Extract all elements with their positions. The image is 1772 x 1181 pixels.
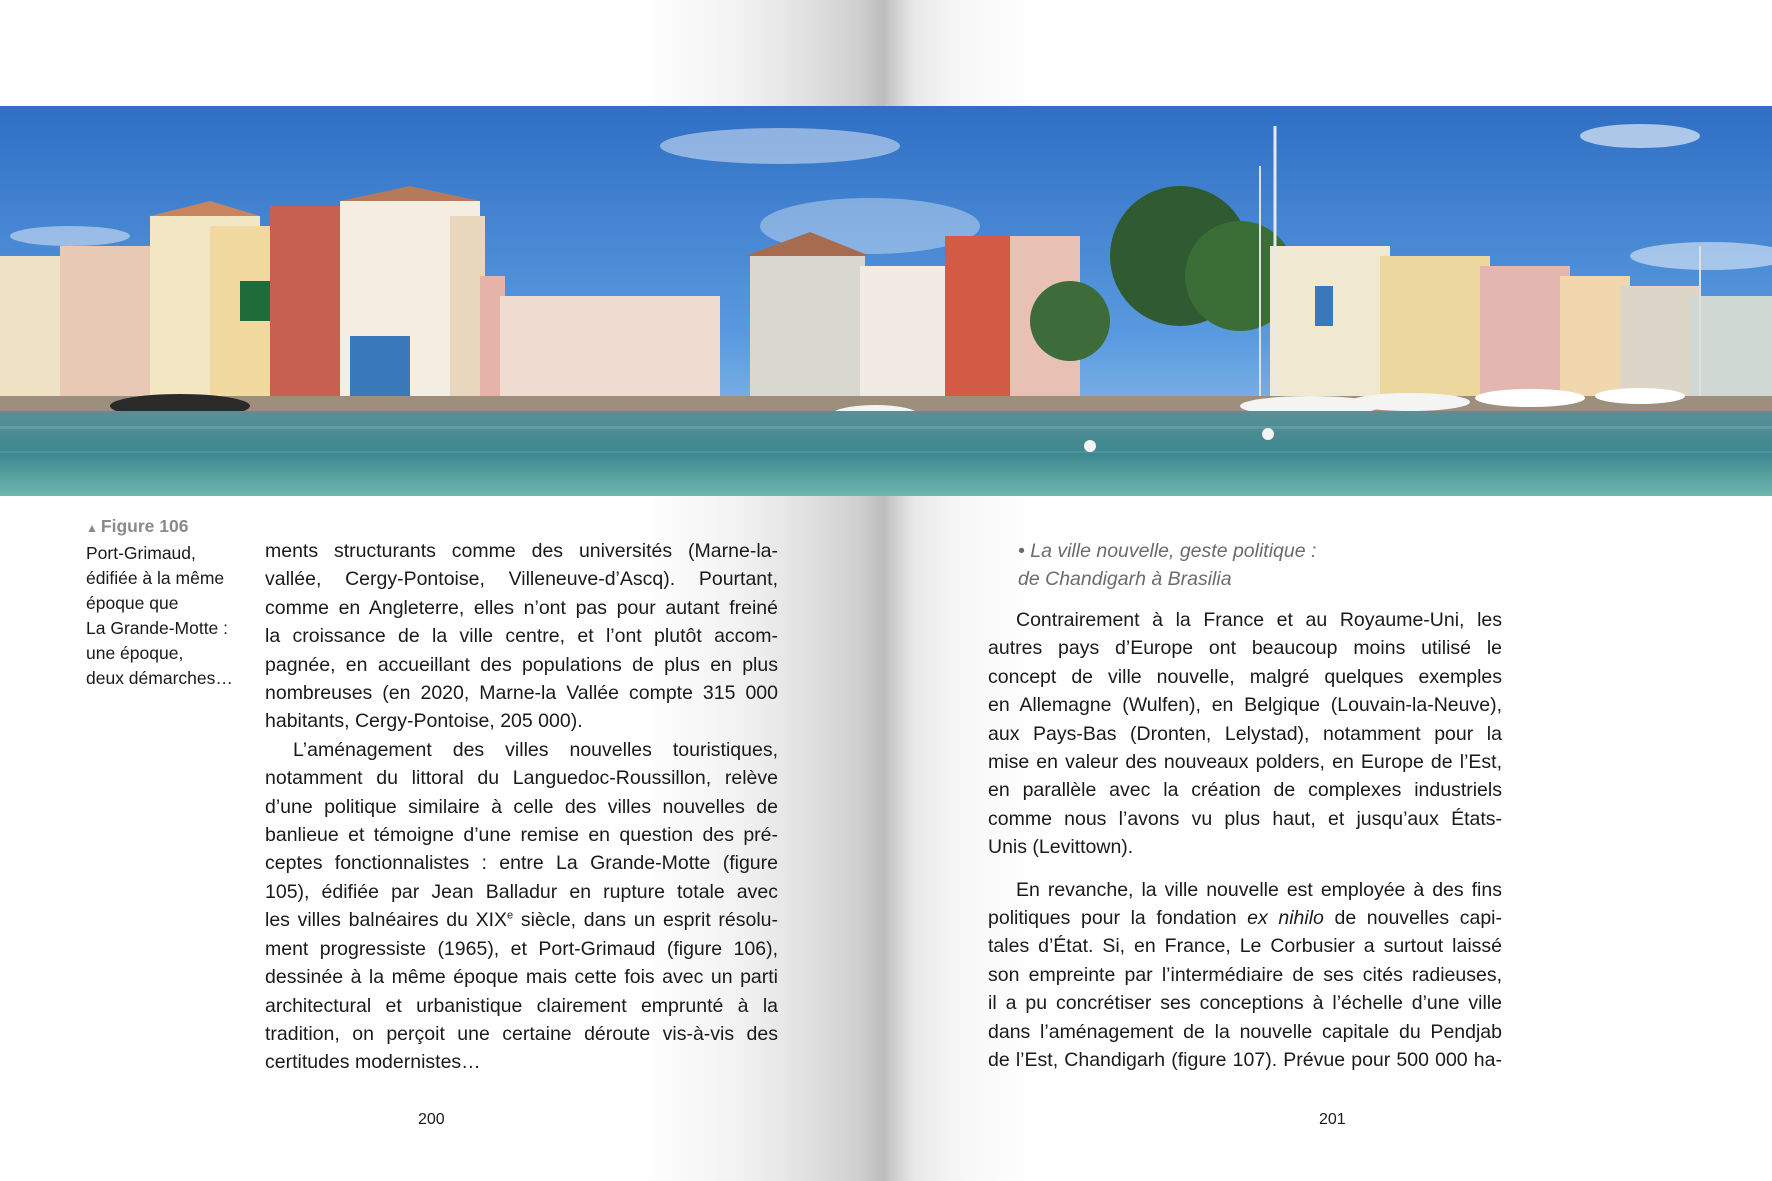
text-line: certitudes modernistes… [265, 1051, 481, 1074]
text-line: son empreinte par l’intermédiaire de ses cités radieuses, [988, 963, 1502, 986]
text-line: mise en valeur des nouveaux polders, en Europe de l’Est, [988, 751, 1502, 774]
superscript: e [507, 909, 514, 922]
text-line: Contrairement à la France et au Royaume-Uni, les [1016, 609, 1502, 631]
heading-line: • La ville nouvelle, geste politique : [1018, 540, 1317, 562]
text-line: ment progressiste (1965), et Port-Grimaud (figure 106), [265, 937, 778, 960]
text-line: autres pays d’Europe ont beaucoup moins utilisé le [988, 637, 1502, 660]
paragraph-gap [988, 862, 1502, 876]
figure-label: Figure 106 [100, 516, 189, 536]
italic-phrase: ex nihilo [1247, 907, 1324, 930]
text-line: comme en Angleterre, elles n’ont pas pour autant freiné [265, 596, 778, 619]
caption-line: deux démarches… [86, 668, 233, 688]
heading-line: de Chandigarh à Brasilia [1018, 568, 1232, 591]
text-line: dessinée à la même époque mais cette fois avec un parti [265, 966, 778, 989]
port-grimaud-panorama [0, 106, 1772, 496]
text-segment: les villes balnéaires du XIX [265, 909, 508, 932]
text-line: en parallèle avec la création de complexes industriels [988, 779, 1502, 802]
figure-caption [86, 514, 246, 691]
text-line: ments structurants comme des universités (Marne-la- [265, 540, 778, 562]
text-line: notamment du littoral du Languedoc-Roussillon, relève [265, 767, 778, 790]
text-line: En revanche, la ville nouvelle est employée à des fins [1016, 878, 1502, 901]
text-segment: siècle, dans un esprit résolu- [513, 909, 779, 932]
text-line: architectural et urbanistique clairement emprunté à la [265, 994, 778, 1017]
text-line: 105), édifiée par Jean Balladur en rupture totale avec [265, 880, 778, 903]
caption-line: édifiée à la même [86, 568, 225, 588]
text-line: en Allemagne (Wulfen), en Belgique (Louvain-la-Neuve), [988, 694, 1502, 717]
page-number-left: 200 [418, 1111, 445, 1128]
text-line: tales d’État. Si, en France, Le Corbusier a surtout laissé [988, 935, 1502, 958]
text-line: de l’Est, Chandigarh (figure 107). Prévue pour 500 000 ha- [988, 1049, 1502, 1072]
text-line: L’aménagement des villes nouvelles touristiques, [293, 738, 778, 761]
text-line: Unis (Levittown). [988, 836, 1134, 859]
text-line: comme nous l’avons vu plus haut, et jusqu’aux États- [988, 807, 1502, 830]
text-line: nombreuses (en 2020, Marne-la Vallée compte 315 000 [265, 682, 778, 705]
triangle-up-icon: ▲ [86, 521, 98, 535]
caption-line: époque que [86, 593, 179, 613]
text-line: aux Pays-Bas (Dronten, Lelystad), notamment pour la [988, 722, 1502, 745]
text-line: concept de ville nouvelle, malgré quelques exemples [988, 665, 1502, 688]
caption-line: Port-Grimaud, [86, 543, 196, 563]
text-line: habitants, Cergy-Pontoise, 205 000). [265, 710, 583, 733]
text-line: banlieue et témoigne d’une remise en question des pré- [265, 824, 778, 847]
text-line: dans l’aménagement de la nouvelle capitale du Pendjab [988, 1020, 1502, 1043]
caption-line: La Grande-Motte : [86, 618, 229, 638]
page-number-right: 201 [1319, 1111, 1346, 1128]
text-segment: politiques pour la fondation [988, 907, 1248, 930]
text-line: ceptes fonctionnalistes : entre La Grande-Motte (figure [265, 852, 778, 875]
right-page-text [988, 606, 1502, 1075]
caption-line: une époque, [86, 643, 184, 663]
text-line-with-italic [988, 904, 1502, 932]
text-segment: de nouvelles capi- [1323, 907, 1502, 930]
text-line: tradition, on perçoit une certaine déroute vis-à-vis des [265, 1022, 778, 1045]
text-line: d’une politique similaire à celle des villes nouvelles de [265, 795, 778, 818]
text-line-with-superscript [265, 906, 778, 934]
text-line: vallée, Cergy-Pontoise, Villeneuve-d’Ascq). Pourtant, [265, 568, 778, 591]
text-line: il a pu concrétiser ses conceptions à l’échelle d’une ville [988, 992, 1502, 1015]
text-line: pagnée, en accueillant des populations de plus en plus [265, 653, 778, 676]
left-page-text [265, 537, 778, 1077]
figure-label-row [86, 514, 246, 541]
text-line: la croissance de la ville centre, et l’ont plutôt accom- [265, 625, 778, 648]
section-heading [1018, 537, 1498, 594]
